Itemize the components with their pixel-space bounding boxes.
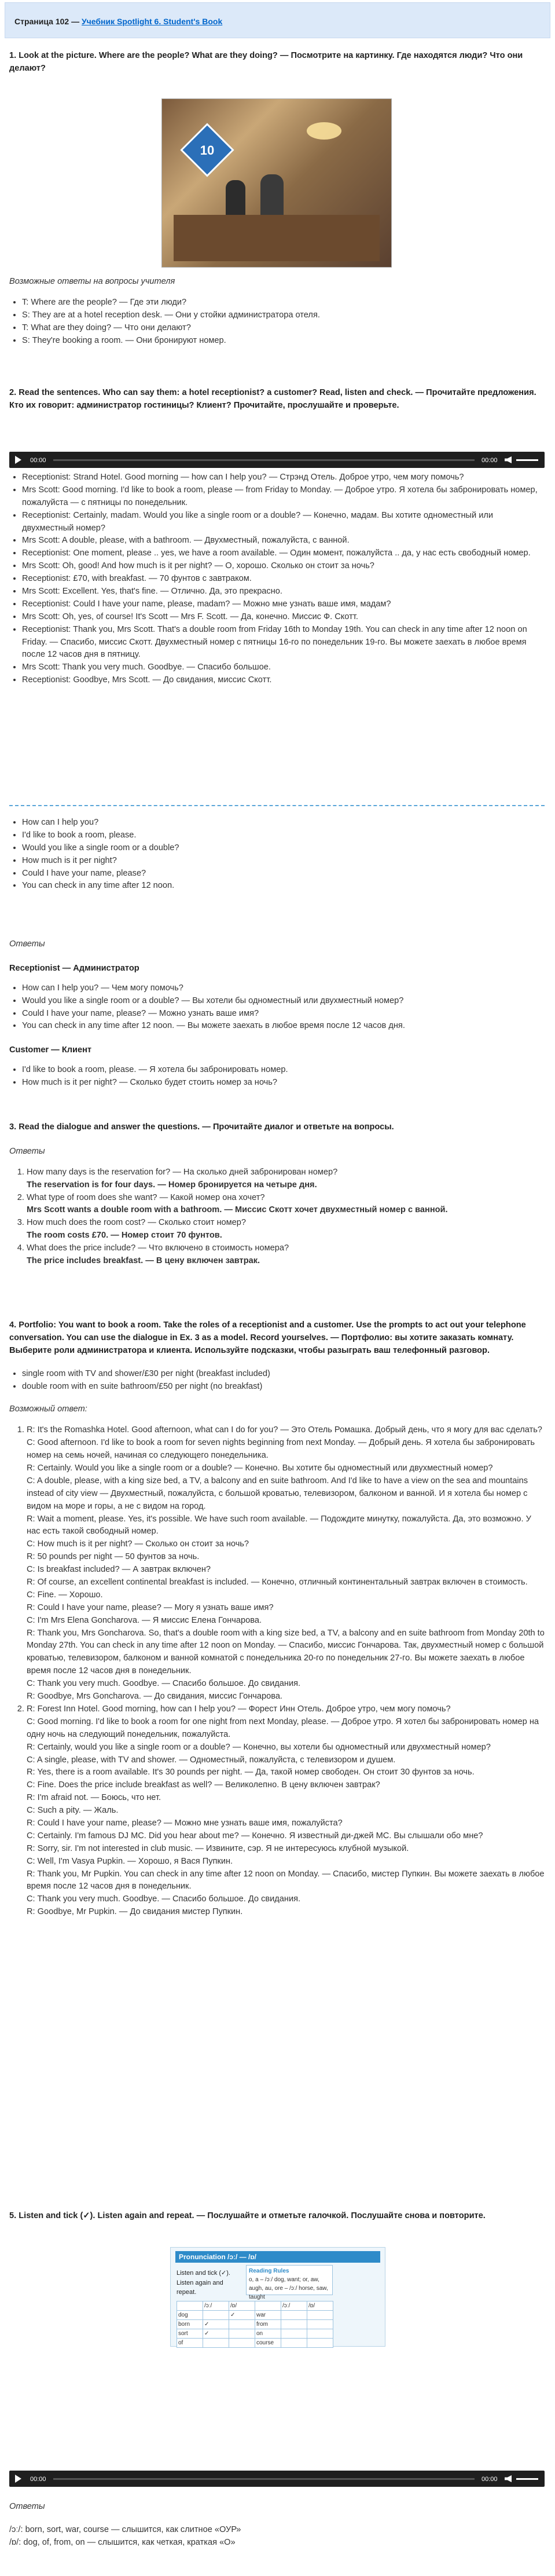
ex1-answers-title: Возможные ответы на вопросы учителя [9, 277, 175, 286]
dialogue-line: R: Goodbye, Mr Pupkin. — До свидания мистер Пупкин. [27, 1907, 243, 1917]
page-title [14, 16, 222, 28]
pronunciation-table [177, 2301, 333, 2348]
table-row [177, 2311, 333, 2320]
dialogue-line: R: Yes, there is a room available. It's 30 pounds per night. — Да, такой номер свободен. Он стоит 30 фунтов за ночь. [27, 1768, 475, 1777]
dialogue-line: R: Wait a moment, please. Yes, it's possible. We have such room available. — Подождите минутку, пожалуйста. Да, это возможно. У нас есть такой свободный номер. [27, 1514, 531, 1536]
table-row [177, 2301, 333, 2311]
ex3-block [9, 1121, 545, 1268]
table-cell [281, 2320, 307, 2329]
table-cell [307, 2329, 333, 2339]
ex2-question-block [9, 387, 545, 412]
dialogue-line: C: Fine. Does the price include breakfast as well? — Великолепно. В цену включен завтрак? [27, 1780, 380, 1790]
ex1-answers-list [9, 297, 545, 347]
ex3-question-text: 2. What type of room does she want? — Какой номер она хочет? [27, 1192, 265, 1202]
table-cell: /ɒ/ [307, 2301, 333, 2311]
list-item: • How can I help you? — Чем могу помочь? [22, 982, 545, 995]
ex2-dialogue-list [9, 471, 545, 687]
volume-icon[interactable] [505, 456, 512, 463]
table-cell: on [255, 2329, 281, 2339]
ex2-sentences-list [9, 817, 545, 892]
ex1-question: 1. Look at the picture. Where are the people? What are they doing? — Посмотрите на картинку. Где находятся люди? Что они делают? [9, 51, 523, 73]
ex3-answers-title: Ответы [9, 1146, 45, 1156]
reading-rules-title: Reading Rules [249, 2268, 289, 2274]
table-cell [203, 2339, 229, 2348]
audio-player[interactable] [9, 452, 545, 468]
table-cell: /ɔː/ [203, 2301, 229, 2311]
table-cell [229, 2339, 255, 2348]
ex3-answer-text: Mrs Scott wants a double room with a bathroom. — Миссис Скотт хочет двухместный номер с ванной. [27, 1205, 448, 1215]
dialogue-line: R: Could I have your name, please? — Могу я узнать ваше имя? [27, 1602, 274, 1612]
ex3-question-text: 3. How much does the room cost? — Сколько стоит номер? [27, 1218, 247, 1228]
list-item: • double room with en suite bathroom/£50 per night (no breakfast) [22, 1381, 545, 1393]
list-item [27, 1192, 545, 1217]
dialogue-line: 1. R: It's the Romashka Hotel. Good afternoon, what can I do for you? — Это Отель Ромашка. Добрый день, что я могу для вас сделать? [27, 1425, 542, 1435]
ex4-answer-title: Возможный ответ: [9, 1404, 87, 1414]
audio-progress-track[interactable] [53, 459, 475, 461]
ex3-answer-text: The price includes breakfast. — В цену включен завтрак. [27, 1256, 260, 1266]
ex2-sentences-block [9, 817, 545, 892]
table-cell [281, 2339, 307, 2348]
textbook-link[interactable]: Учебник Spotlight 6. Student's Book [81, 17, 223, 26]
table-cell [203, 2311, 229, 2320]
volume-slider[interactable] [516, 459, 538, 461]
audio-duration: 00:00 [482, 457, 498, 464]
list-item: • Mrs Scott: Good morning. I'd like to book a room, please — from Friday to Monday. — Доброе утро. Я хотела бы забронировать номер, пожалуйста — с пятницы по понедельник. [22, 484, 545, 510]
list-item: • How can I help you? [22, 817, 545, 829]
dialogue-line: R: 50 pounds per night — 50 фунтов за ночь. [27, 1552, 200, 1562]
table-cell: born [177, 2320, 203, 2329]
audio-duration: 00:00 [482, 2476, 498, 2483]
ex5-answers-title: Ответы [9, 2502, 45, 2511]
table-cell [255, 2301, 281, 2311]
table-row [177, 2320, 333, 2329]
list-item: • Would you like a single room or a double? — Вы хотели бы одноместный или двухместный номер? [22, 995, 545, 1008]
table-cell: ✓ [229, 2311, 255, 2320]
list-item: • Would you like a single room or a double? [22, 842, 545, 855]
play-icon[interactable] [15, 456, 21, 464]
list-item: • How much is it per night? [22, 855, 545, 868]
table-cell: dog [177, 2311, 203, 2320]
list-item: • I'd like to book a room, please. [22, 829, 545, 842]
dialogue-item [27, 1703, 545, 1919]
list-item: • T: Where are the people? — Где эти люди? [22, 297, 545, 309]
table-cell: sort [177, 2329, 203, 2339]
list-item: • Receptionist: Thank you, Mrs Scott. That's a double room from Friday 16th to Monday 19th. You can check in any time after 12 noon on Friday. — Спасибо, миссис Скотт. Двухместный номер с пятницы 16-го по понедельник 19-го. Вы можете заехать в любое время после 12 часов дня в пятницу. [22, 624, 545, 662]
dialogue-line: C: A single, please, with TV and shower. — Одноместный, пожалуйста, с телевизором и душем. [27, 1755, 396, 1765]
dialogue-line: R: Could I have your name, please? — Можно мне узнать ваше имя, пожалуйста? [27, 1818, 343, 1828]
dialogue-line: C: Well, I'm Vasya Pupkin. — Хорошо, я Вася Пупкин. [27, 1856, 233, 1866]
dialogue-item [27, 1424, 545, 1703]
ex3-answers-list [9, 1166, 545, 1268]
ex3-question-text: 1. How many days is the reservation for? — На сколько дней забронирован номер? [27, 1167, 338, 1177]
ex2-question: 2. Read the sentences. Who can say them: a hotel receptionist? a customer? Read, listen and check. — Прочитайте предложения. Кто их говорит: администратор гостиницы? Клиент? Прочитайте, прослушайте и проверьте. [9, 388, 536, 410]
dialogue-line: R: Thank you, Mrs Goncharova. So, that's a double room with a king size bed, a TV, a balcony and en suite bathroom from Monday 20th to Monday 27th. You can check in any time after 12 noon on Monday. — Спасибо, миссис Гончарова. Так, двухместный номер с большой кроватью, телевизором, балконом и ванной комнатой с понедельника 20-го по понедельник 27-го. Вы можете заехать в любое время после 12 часов дня в понедельник. [27, 1628, 545, 1676]
table-cell [307, 2311, 333, 2320]
dialogue-line: R: Certainly, would you like a single room or a double? — Конечно, вы хотели бы одноместный или двухместный номер? [27, 1742, 491, 1752]
audio-current-time: 00:00 [30, 2476, 46, 2483]
table-cell: war [255, 2311, 281, 2320]
sign-number: 10 [200, 142, 215, 158]
list-item [27, 1166, 545, 1192]
ex5-answer-line: /ɔː/: born, sort, war, course — слышится, как слитное «ОУР» [9, 2524, 241, 2534]
audio-current-time: 00:00 [30, 457, 46, 464]
receptionist-heading: Receptionist — Администратор [9, 963, 139, 973]
list-item [27, 1217, 545, 1242]
dialogue-line: C: Fine. — Хорошо. [27, 1590, 103, 1600]
dialogue-line: C: I'm Mrs Elena Goncharova. — Я миссис Елена Гончарова. [27, 1615, 262, 1625]
play-icon[interactable] [15, 2475, 21, 2483]
reading-rules-box [246, 2265, 333, 2300]
list-item: • You can check in any time after 12 noon. — Вы можете заехать в любое время после 12 часов дня. [22, 1020, 545, 1033]
table-cell: ✓ [203, 2329, 229, 2339]
table-cell: course [255, 2339, 281, 2348]
volume-slider[interactable] [516, 2478, 538, 2480]
dialogue-line: C: Such a pity. — Жаль. [27, 1806, 119, 1816]
list-item: • Receptionist: Strand Hotel. Good morning — how can I help you? — Стрэнд Отель. Доброе утро, чем могу помочь? [22, 471, 545, 484]
table-cell [229, 2329, 255, 2339]
list-item: • Mrs Scott: A double, please, with a bathroom. — Двухместный, пожалуйста, с ванной. [22, 535, 545, 547]
dialogue-line: R: Certainly. Would you like a single room or a double? — Конечно. Вы хотите бы одноместный или двухместный номер? [27, 1463, 493, 1473]
reading-rules-text: o, a – /ɔː/ dog, want; or, aw, augh, au, ore – /ɔː/ horse, saw, taught [249, 2277, 328, 2300]
list-item: • Receptionist: Could I have your name, please, madam? — Можно мне узнать ваше имя, мадам? [22, 598, 545, 611]
list-item: • Mrs Scott: Oh, yes, of course! It's Scott — Mrs F. Scott. — Да, конечно. Миссис Ф. Скотт. [22, 611, 545, 624]
table-cell: ✓ [203, 2320, 229, 2329]
dialogue-line: R: Sorry, sir. I'm not interested in club music. — Извините, сэр. Я не интересуюсь клубной музыкой. [27, 1843, 409, 1853]
dialogue-line: 2. R: Forest Inn Hotel. Good morning, how can I help you? — Форест Инн Отель. Доброе утро, чем могу помочь? [27, 1704, 451, 1714]
list-item: • Mrs Scott: Excellent. Yes, that's fine. — Отлично. Да, это прекрасно. [22, 586, 545, 598]
dialogue-line: C: Thank you very much. Goodbye. — Спасибо большое. До свидания. [27, 1894, 301, 1904]
audio-player[interactable] [9, 2471, 545, 2487]
dialogue-line: R: Thank you, Mr Pupkin. You can check in any time after 12 noon on Monday. — Спасибо, мистер Пупкин. Вы можете заехать в любое время после 12 часов дня в понедельник. [27, 1869, 545, 1891]
list-item: • Receptionist: Goodbye, Mrs Scott. — До свидания, миссис Скотт. [22, 674, 545, 687]
audio-progress-track[interactable] [53, 2478, 475, 2480]
ex3-answer-text: The room costs £70. — Номер стоит 70 фунтов. [27, 1231, 222, 1241]
ex1-answers-block [9, 276, 545, 347]
list-item: • Receptionist: £70, with breakfast. — 70 фунтов с завтраком. [22, 573, 545, 586]
customer-list [9, 1064, 545, 1089]
dialogue-line: R: Of course, an excellent continental breakfast is included. — Конечно, отличный континентальный завтрак включен в стоимость. [27, 1578, 528, 1587]
page-header [5, 2, 550, 38]
table-cell [281, 2311, 307, 2320]
ex3-question: 3. Read the dialogue and answer the questions. — Прочитайте диалог и ответьте на вопросы. [9, 1122, 394, 1132]
reception-desk [174, 215, 380, 261]
ex5-question-block [9, 2210, 545, 2223]
pronunciation-instruction: Listen and tick (✓). Listen again and repeat. [177, 2270, 230, 2296]
table-row [177, 2339, 333, 2348]
lamp-light [307, 122, 341, 140]
list-item: • Mrs Scott: Oh, good! And how much is it per night? — О, хорошо. Сколько он стоит за ночь? [22, 560, 545, 573]
dialogue-line: C: Is breakfast included? — А завтрак включен? [27, 1565, 211, 1575]
page-title-prefix: Страница 102 — [14, 17, 82, 26]
table-cell [307, 2339, 333, 2348]
list-item [27, 1242, 545, 1268]
ex2-answers-title: Ответы [9, 939, 45, 949]
table-row [177, 2329, 333, 2339]
table-cell: from [255, 2320, 281, 2329]
pronunciation-header: Pronunciation /ɔː/ — /ɒ/ [175, 2251, 380, 2263]
table-cell [307, 2320, 333, 2329]
ex4-question: 4. Portfolio: You want to book a room. Take the roles of a receptionist and a customer. Use the prompts to act out your telephone conversation. You can use the dialogue in Ex. 3 as a model. Record yourselves. — Портфолио: вы хотите заказать комнату. Выберите роли администратора и клиента. Используйте подсказки, чтобы разыграть ваш телефонный разговор. [9, 1320, 526, 1355]
list-item: • I'd like to book a room, please. — Я хотела бы забронировать номер. [22, 1064, 545, 1077]
table-cell [177, 2301, 203, 2311]
table-cell [281, 2329, 307, 2339]
list-item: • S: They're booking a room. — Они бронируют номер. [22, 335, 545, 347]
list-item: • S: They are at a hotel reception desk. — Они у стойки администратора отеля. [22, 309, 545, 322]
receptionist-list [9, 982, 545, 1033]
dialogue-line: R: Goodbye, Mrs Goncharova. — До свидания, миссис Гончарова. [27, 1692, 282, 1702]
list-item: • Receptionist: One moment, please .. yes, we have a room available. — Один момент, пожалуйста .. да, у нас есть свободный номер. [22, 547, 545, 560]
table-cell [229, 2320, 255, 2329]
dialogue-line: C: Certainly. I'm famous DJ MC. Did you hear about me? — Конечно. Я известный ди-джей MC. Вы слышали обо мне? [27, 1831, 483, 1840]
dialogue-line: C: A double, please, with a king size bed, a TV, a balcony and en suite bathroom. And I'd like to have a view on the sea and mountains instead of city view — Двухместный, пожалуйста, с большой кроватью, телевизором, балконом и ванной. И я хотела бы номер с видом на море и горы, а не с видом на город. [27, 1476, 528, 1511]
dialogue-line: C: Good morning. I'd like to book a room for one night from next Monday, please. — Доброе утро. Я хотел бы забронировать номер на одну ночь на следующий понедельник, пожалуйста. [27, 1717, 539, 1739]
volume-icon[interactable] [505, 2475, 512, 2482]
pronunciation-image [170, 2247, 385, 2347]
ex2-dialogue-block [9, 471, 545, 687]
ex4-block [9, 1319, 545, 1919]
ex2-answers-block [9, 938, 545, 1089]
ex4-prompts [9, 1368, 545, 1393]
table-cell: /ɔː/ [281, 2301, 307, 2311]
list-item: • How much is it per night? — Сколько будет стоить номер за ночь? [22, 1077, 545, 1089]
list-item: • Could I have your name, please? [22, 868, 545, 880]
dialogue-line: C: Good afternoon. I'd like to book a room for seven nights beginning from next Monday. — Добрый день. Я хотела бы забронировать номер на семь ночей, начиная со следующего понедельника. [27, 1438, 535, 1461]
ex1-question-block [9, 50, 545, 75]
list-item: • Mrs Scott: Thank you very much. Goodbye. — Спасибо большое. [22, 661, 545, 674]
list-item: • Could I have your name, please? — Можно узнать ваше имя? [22, 1008, 545, 1020]
unit-sign [180, 123, 234, 177]
hotel-reception-image [161, 98, 392, 268]
dialogue-line: C: How much is it per night? — Сколько он стоит за ночь? [27, 1539, 249, 1549]
ex5-answer-line: /ɒ/: dog, of, from, on — слышится, как четкая, краткая «О» [9, 2537, 236, 2547]
dialogue-line: C: Thank you very much. Goodbye. — Спасибо большое. До свидания. [27, 1679, 301, 1689]
list-item: • You can check in any time after 12 noon. [22, 880, 545, 892]
list-item: • single room with TV and shower/£30 per night (breakfast included) [22, 1368, 545, 1381]
list-item: • Receptionist: Certainly, madam. Would you like a single room or a double? — Конечно, мадам. Вы хотите одноместный или двухместный номер? [22, 510, 545, 535]
ex4-dialogues [9, 1424, 545, 1919]
section-divider [9, 805, 545, 806]
table-cell: of [177, 2339, 203, 2348]
ex5-question: 5. Listen and tick (✓). Listen again and repeat. — Послушайте и отметьте галочкой. Послушайте снова и повторите. [9, 2211, 486, 2220]
ex3-answer-text: The reservation is for four days. — Номер бронируется на четыре дня. [27, 1180, 317, 1190]
dialogue-line: R: I'm afraid not. — Боюсь, что нет. [27, 1793, 161, 1803]
customer-heading: Customer — Клиент [9, 1045, 92, 1055]
table-cell: /ɒ/ [229, 2301, 255, 2311]
ex3-question-text: 4. What does the price include? — Что включено в стоимость номера? [27, 1243, 289, 1253]
ex5-answers-block [9, 2501, 545, 2549]
list-item: • T: What are they doing? — Что они делают? [22, 322, 545, 335]
